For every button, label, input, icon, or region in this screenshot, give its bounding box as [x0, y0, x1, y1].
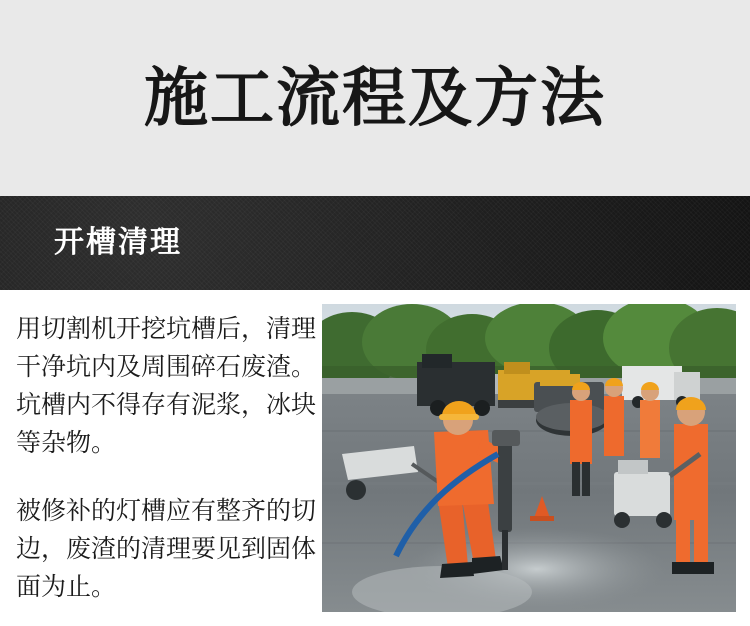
page-title: 施工流程及方法: [144, 62, 606, 134]
construction-site-photo: [322, 304, 736, 612]
paragraph: 被修补的灯槽应有整齐的切边，废渣的清理要见到固体面为止。: [16, 497, 317, 601]
paragraph: 用切割机开挖坑槽后，清理干净坑内及周围碎石废渣。坑槽内不得存有泥浆，冰块等杂物。: [16, 315, 317, 457]
description-text-column: [16, 310, 316, 606]
section-header-label: 开槽清理: [54, 226, 182, 259]
top-banner: [0, 0, 750, 196]
section-header-bar: [0, 196, 750, 290]
content-area: [0, 290, 750, 626]
